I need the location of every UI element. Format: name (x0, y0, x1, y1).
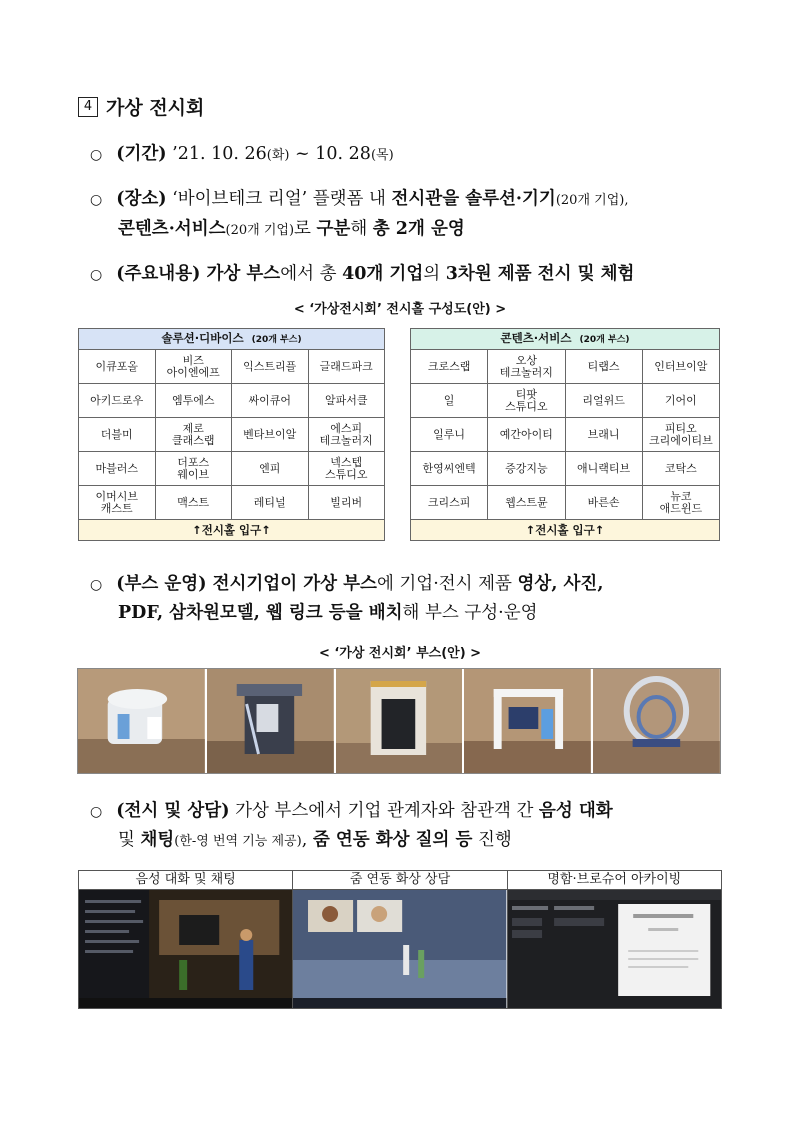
period-end: ~ 10. 28 (289, 144, 371, 164)
circle-bullet-icon: ○ (90, 804, 103, 820)
hall-solution-booth-cell: 이큐포올 (79, 350, 156, 384)
screen-archive (508, 871, 721, 1008)
consult-bold1: 음성 대화 (538, 801, 613, 821)
hall-content-booth-cell: 뉴코 애드윈드 (642, 486, 719, 520)
hall-content-booth-cell: 증강지능 (488, 452, 565, 486)
content-text1: 에서 총 (280, 264, 343, 284)
screen-archive-label: 명함·브로슈어 아카이빙 (508, 871, 721, 890)
booth-photo-1 (78, 669, 207, 773)
hall-content-booth-cell: 기어이 (642, 384, 719, 418)
booth-photo-2 (207, 669, 336, 773)
hall-solution-title: 솔루션·디바이스 (161, 331, 244, 345)
hall-content-booth-cell: 코탁스 (642, 452, 719, 486)
hall-solution-booth-cell: 싸이큐어 (232, 384, 309, 418)
hall-solution-booth-cell: 에스피 테크놀러지 (308, 418, 385, 452)
hall-solution-booth-cell: 아키드로우 (79, 384, 156, 418)
consult-bold2: 채팅 (140, 830, 175, 850)
screen-zoom (293, 871, 507, 1008)
consult-note: (한-영 번역 기능 제공) (174, 834, 302, 849)
content-text2: 의 (423, 264, 446, 284)
hall-content-booth-cell: 티랩스 (565, 350, 642, 384)
hall-content-booth-cell: 일 (411, 384, 488, 418)
period-day2: (목) (370, 148, 394, 163)
hall-solution-booth-cell: 더블미 (79, 418, 156, 452)
hall-solution-booth-cell: 더포스 웨이브 (155, 452, 232, 486)
venue-count2: (20개 기업) (225, 223, 295, 238)
hall-content-title: 콘텐츠·서비스 (500, 331, 572, 345)
hall-solution-booth-cell: 엠투에스 (155, 384, 232, 418)
hall-solution-booth-cell: 빌리버 (308, 486, 385, 520)
hall-content-booth-cell: 바른손 (565, 486, 642, 520)
hall-content-booth-cell: 티팟 스튜디오 (488, 384, 565, 418)
hall-solution-header (79, 329, 385, 350)
hall-solution-entrance: ↑전시홀 입구↑ (79, 520, 385, 541)
booth-photo-3 (336, 669, 465, 773)
hall-solution-booth-cell: 글래드파크 (308, 350, 385, 384)
hall-solution-booth-cell: 맥스트 (155, 486, 232, 520)
hall-solution-booth-cell: 제로 클래스랩 (155, 418, 232, 452)
period-start: ’21. 10. 26 (166, 144, 267, 164)
booth-photo-5 (593, 669, 720, 773)
venue-bold4: 총 2개 운영 (372, 219, 465, 239)
booth-bold1: 전시기업이 가상 부스 (206, 574, 377, 594)
booth-caption: < ‘가상 전시회’ 부스(안) > (318, 646, 482, 661)
circle-bullet-icon: ○ (90, 577, 103, 593)
hall-content-booth-cell: 웹스트뮨 (488, 486, 565, 520)
booth-text1: 에 기업·전시 제품 (376, 574, 518, 594)
hall-content-booth-cell: 예간아이티 (488, 418, 565, 452)
hall-solution-booth-cell: 엔피 (232, 452, 309, 486)
hall-solution-row (79, 452, 385, 486)
consult-text1: 가상 부스에서 기업 관계자와 참관객 간 (229, 801, 539, 821)
hall-solution-booth-cell: 레티널 (232, 486, 309, 520)
circle-bullet-icon: ○ (90, 267, 103, 283)
hall-content-row (411, 350, 720, 384)
section-title-text: 가상 전시회 (106, 97, 205, 119)
venue-bold2: 콘텐츠·서비스 (118, 219, 226, 239)
period-label: (기간) (116, 144, 167, 164)
screen-voice-chat-image (79, 890, 292, 1008)
bullet-period (90, 140, 730, 170)
hall-solution-booth-cell: 마블러스 (79, 452, 156, 486)
hall-content-booth-cell: 피티오 크리에이티브 (642, 418, 719, 452)
feature-screenshots (78, 870, 722, 1009)
hall-content-row (411, 384, 720, 418)
hall-content-header (411, 329, 720, 350)
hall-solution-booth-cell: 벤타브이알 (232, 418, 309, 452)
screen-archive-image (508, 890, 721, 1008)
booth-text2: 해 부스 구성·운영 (402, 603, 538, 623)
hall-content-row (411, 486, 720, 520)
venue-bold1: 전시관을 솔루션·기기 (391, 189, 556, 209)
hall-content-booth-cell: 한영씨엔텍 (411, 452, 488, 486)
hall-solution-booth-cell: 넥스텝 스튜디오 (308, 452, 385, 486)
venue-label: (장소) (116, 189, 167, 209)
hall-content-booth-cell: 애니랙티브 (565, 452, 642, 486)
hall-solution-booth-cell: 익스트리플 (232, 350, 309, 384)
hall-content-booth-cell: 리얼위드 (565, 384, 642, 418)
screen-zoom-label: 줌 연동 화상 상담 (293, 871, 506, 890)
venue-count1: (20개 기업), (555, 193, 629, 208)
hall-content-booth-cell: 브래니 (565, 418, 642, 452)
consult-bold3: 줌 연동 화상 질의 등 (312, 830, 473, 850)
hall-content-entrance: ↑전시홀 입구↑ (411, 520, 720, 541)
screen-zoom-image (293, 890, 506, 1008)
booth-bold2: 영상, 사진, (517, 574, 604, 594)
screen-voice-chat (79, 871, 293, 1008)
hall-solution-booth-cell: 이머시브 캐스트 (79, 486, 156, 520)
hall-solution-row (79, 418, 385, 452)
hall-solution-table (78, 328, 385, 541)
hall-solution-booth-cell: 비즈 아이엔에프 (155, 350, 232, 384)
content-bold1: 가상 부스 (200, 264, 281, 284)
hall-solution-row (79, 384, 385, 418)
hall-content-booth-cell: 인터브이알 (642, 350, 719, 384)
content-bold3: 3차원 제품 전시 및 체험 (445, 264, 635, 284)
venue-text3: 해 (350, 219, 373, 239)
consult-label: (전시 및 상담) (116, 801, 230, 821)
venue-bold3: 구분 (316, 219, 351, 239)
bullet-venue (90, 185, 730, 245)
hall-content-booth-cell: 크리스피 (411, 486, 488, 520)
section-number: 4 (78, 97, 98, 117)
booth-label: (부스 운영) (116, 574, 207, 594)
bullet-content (90, 260, 730, 289)
hall-solution-row (79, 486, 385, 520)
hall-content-booth-cell: 일루니 (411, 418, 488, 452)
hall-content-booth-cell: 오상 테크놀러지 (488, 350, 565, 384)
content-label: (주요내용) (116, 264, 201, 284)
venue-text2: 로 (294, 219, 317, 239)
hall-solution-booth-cell: 알파서클 (308, 384, 385, 418)
consult-text2: 및 (118, 830, 141, 850)
booth-photo-strip (77, 668, 721, 774)
hall-solution-count: (20개 부스) (251, 335, 302, 345)
circle-bullet-icon: ○ (90, 192, 103, 208)
layout-caption: < ‘가상전시회’ 전시홀 구성도(안) > (293, 302, 507, 317)
hall-solution-row (79, 350, 385, 384)
venue-text: ‘바이브테크 리얼’ 플랫폼 내 (166, 189, 392, 209)
hall-content-table (410, 328, 720, 541)
bullet-booth (90, 570, 730, 627)
hall-content-booth-cell: 크로스랩 (411, 350, 488, 384)
circle-bullet-icon: ○ (90, 147, 103, 163)
booth-bold3: PDF, 삼차원모델, 웹 링크 등을 배치 (118, 603, 403, 623)
booth-photo-4 (464, 669, 593, 773)
content-bold2: 40개 기업 (342, 264, 424, 284)
period-day1: (화) (266, 148, 290, 163)
hall-content-row (411, 418, 720, 452)
consult-text3: , (301, 830, 313, 850)
hall-content-row (411, 452, 720, 486)
section-title (78, 93, 204, 120)
hall-content-count: (20개 부스) (579, 335, 630, 345)
bullet-consult (90, 797, 730, 856)
screen-voice-chat-label: 음성 대화 및 채팅 (79, 871, 292, 890)
consult-text4: 진행 (472, 830, 512, 850)
